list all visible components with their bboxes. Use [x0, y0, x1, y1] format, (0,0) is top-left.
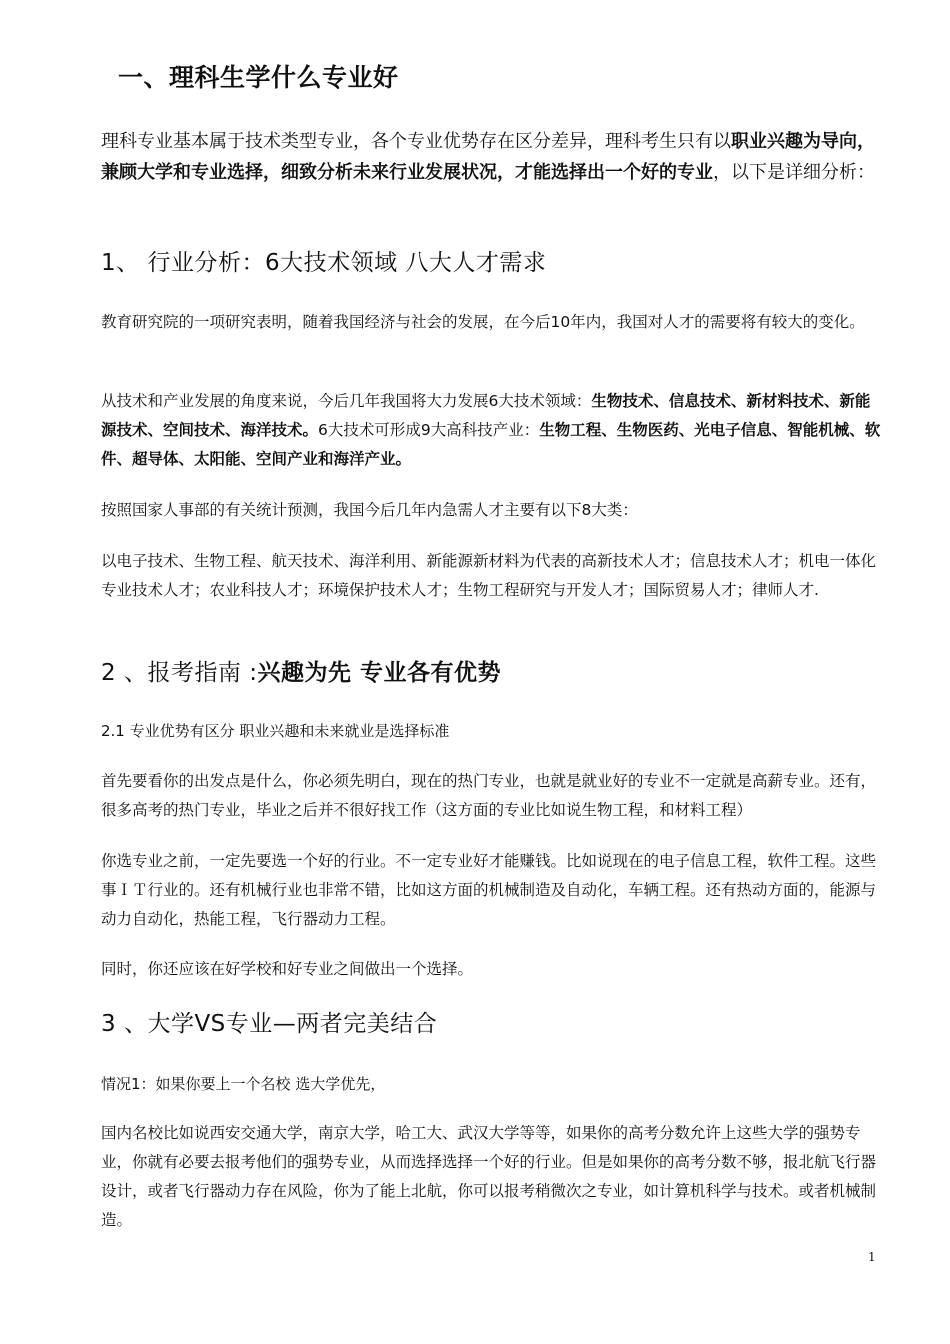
- tech-fields-bold: 生物技术、信息技术、新材料技术、新能源技术、空间技术、海洋技术。: [101, 392, 871, 439]
- section1-paragraph-4: 以电子技术、生物工程、航天技术、海洋利用、新能源新材料为代表的高新技术人才；信息技术人才；机电一体化专业技术人才；农业科技人才；环境保护技术人才；生物工程研究与开发人才；国际贸易人才；律师人才.: [101, 552, 877, 599]
- section1-paragraph-1: 教育研究院的一项研究表明，随着我国经济与社会的发展，在今后10年内，我国对人才的需要将有较大的变化。: [101, 313, 865, 331]
- section3-subheading: 情况1：如果你要上一个名校 选大学优先，: [101, 1075, 386, 1093]
- section1-paragraph-3: 按照国家人事部的有关统计预测，我国今后几年内急需人才主要有以下8大类：: [101, 501, 638, 519]
- section2-heading-text: 2 、报考指南 :: [101, 660, 258, 686]
- intro-text-end: ，以下是详细分析：: [713, 162, 875, 183]
- industries-bold: 生物工程、生物医药、光电子信息、智能机械、软件、超导体、太阳能、空间产业和海洋产业。: [101, 421, 881, 468]
- section3-paragraph-1: 国内名校比如说西安交通大学，南京大学，哈工大、武汉大学等等，如果你的高考分数允许上这些大学的强势专业，你就有必要去报考他们的强势专业，从而选择选择一个好的行业。但是如果你的高考分数不够，报北航飞行器设计，或者飞行器动力存在风险，你为了能上北航，你可以报考稍微次之专业，如计算机科学与技术。或者机械制造。: [101, 1124, 877, 1229]
- main-heading: 一、理科生学什么专业好: [118, 63, 399, 92]
- intro-text: 理科专业基本属于技术类型专业，各个专业优势存在区分差异，理科考生只有以: [101, 131, 731, 152]
- page-number: 1: [868, 1250, 876, 1264]
- section2-paragraph-3: 同时，你还应该在好学校和好专业之间做出一个选择。: [101, 960, 474, 978]
- section3-heading: 3 、大学VS专业—两者完美结合: [101, 1011, 438, 1037]
- section1-paragraph-2: [101, 387, 881, 474]
- intro-paragraph: [101, 126, 881, 188]
- section2-paragraph-1: 首先要看你的出发点是什么，你必须先明白，现在的热门专业，也就是就业好的专业不一定就是高薪专业。还有，很多高考的热门专业，毕业之后并不很好找工作（这方面的专业比如说生物工程，和材料工程）: [101, 772, 877, 819]
- section2-heading-bold: 兴趣为先 专业各有优势: [257, 660, 502, 686]
- para2-text-mid: 6大技术可形成9大高科技产业：: [318, 421, 540, 439]
- section2-paragraph-2: 你选专业之前，一定先要选一个好的行业。不一定专业好才能赚钱。比如说现在的电子信息工程，软件工程。这些事ＩＴ行业的。还有机械行业也非常不错，比如这方面的机械制造及自动化，车辆工程。还有热动方面的，能源与动力自动化，热能工程，飞行器动力工程。: [101, 852, 877, 928]
- section2-heading: [101, 654, 501, 687]
- para2-text: 从技术和产业发展的角度来说，今后几年我国将大力发展6大技术领域：: [101, 392, 592, 410]
- intro-bold-text: 职业兴趣为导向，兼顾大学和专业选择，细致分析未来行业发展状况，才能选择出一个好的专业: [101, 131, 875, 183]
- section2-subheading: 2.1 专业优势有区分 职业兴趣和未来就业是选择标准: [101, 722, 450, 740]
- section1-heading: 1、 行业分析：6大技术领域 八大人才需求: [101, 250, 547, 276]
